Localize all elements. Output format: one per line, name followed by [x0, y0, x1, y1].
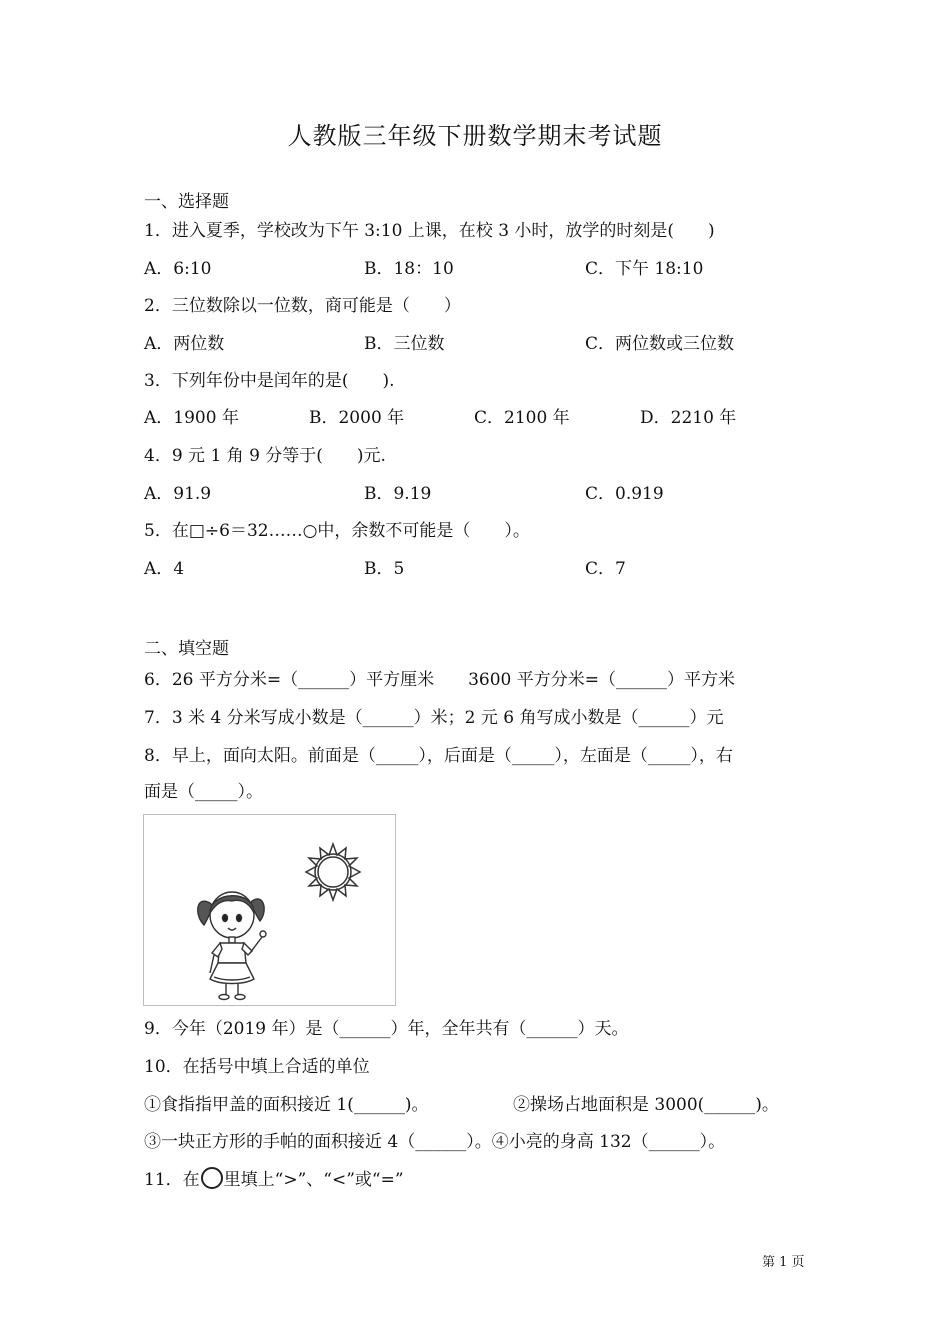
q3-option-b: B．2000 年	[309, 408, 405, 428]
question-2: 2．三位数除以一位数，商可能是（ ）	[144, 296, 461, 316]
q1-option-b: B．18：10	[364, 259, 454, 279]
question-10-part-1: ①食指指甲盖的面积接近 1(______)。	[144, 1095, 429, 1115]
q4-option-c: C．0.919	[585, 484, 664, 504]
sun-icon	[306, 844, 360, 900]
question-10-parts-3-4: ③一块正方形的手帕的面积接近 4（______）。④小亮的身高 132（______）。	[144, 1132, 726, 1152]
circle-blank-icon	[201, 1167, 223, 1189]
illustration-svg	[144, 815, 395, 1005]
q3-option-c: C．2100 年	[474, 408, 570, 428]
q5-option-c: C．7	[585, 559, 626, 579]
section-fill-heading: 二、填空题	[144, 639, 229, 659]
question-6: 6．26 平方分米=（______）平方厘米 3600 平方分米=（______）平方米	[144, 670, 736, 690]
question-11	[144, 1167, 404, 1192]
q1-option-a: A．6:10	[144, 259, 212, 279]
q2-option-a: A．两位数	[144, 334, 225, 354]
girl-and-sun-illustration	[143, 814, 396, 1006]
q4-option-a: A．91.9	[144, 484, 212, 504]
q3-option-d: D．2210 年	[640, 408, 737, 428]
question-8: 8．早上，面向太阳。前面是（_____），后面是（_____），左面是（_____），右	[144, 746, 733, 766]
question-9: 9．今年（2019 年）是（______）年，全年共有（______）天。	[144, 1019, 629, 1039]
girl-figure	[198, 892, 266, 1000]
q5-option-a: A．4	[144, 559, 185, 579]
q2-option-c: C．两位数或三位数	[585, 334, 735, 354]
question-1: 1．进入夏季，学校改为下午 3:10 上课，在校 3 小时，放学的时刻是( )	[144, 221, 715, 241]
question-7: 7．3 米 4 分米写成小数是（______）米；2 元 6 角写成小数是（______）元	[144, 708, 724, 728]
q4-option-b: B．9.19	[364, 484, 432, 504]
q1-option-c: C．下午 18:10	[585, 259, 704, 279]
question-11-prefix: 11．在	[144, 1170, 200, 1190]
section-choice-heading: 一、选择题	[144, 192, 229, 212]
page-number: 第 1 页	[762, 1255, 805, 1270]
question-11-suffix: 里填上“>”、“<”或“=”	[223, 1170, 404, 1190]
question-10: 10．在括号中填上合适的单位	[144, 1057, 370, 1077]
question-8-continued: 面是（_____）。	[144, 782, 263, 802]
q3-option-a: A．1900 年	[144, 408, 239, 428]
question-10-part-2: ②操场占地面积是 3000(______)。	[513, 1095, 779, 1115]
q2-option-b: B．三位数	[364, 334, 445, 354]
q5-option-b: B．5	[364, 559, 405, 579]
page-title: 人教版三年级下册数学期末考试题	[287, 122, 663, 150]
question-4: 4．9 元 1 角 9 分等于( )元.	[144, 446, 386, 466]
question-5: 5．在□÷6＝32……○中，余数不可能是（ ）。	[144, 521, 530, 541]
question-3: 3．下列年份中是闰年的是( ).	[144, 371, 395, 391]
